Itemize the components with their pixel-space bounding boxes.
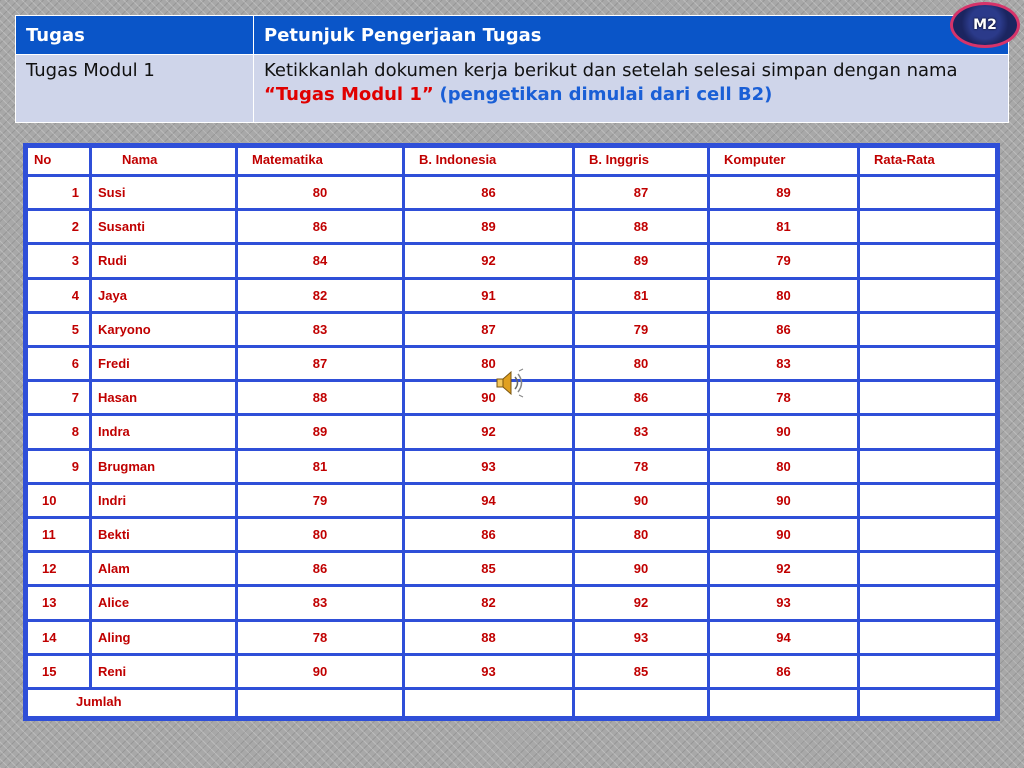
spreadsheet-grid — [23, 143, 1000, 721]
instruction-note: (pengetikan dimulai dari cell B2) — [439, 84, 773, 105]
cell-b-inggris[interactable]: 88 — [574, 210, 709, 244]
cell-rata-rata[interactable] — [859, 278, 997, 312]
cell-komputer[interactable]: 90 — [709, 517, 859, 551]
total-cell[interactable] — [709, 688, 859, 717]
cell-rata-rata[interactable] — [859, 244, 997, 278]
cell-nama[interactable]: Jaya — [91, 278, 237, 312]
cell-no[interactable]: 5 — [27, 312, 91, 346]
cell-b-inggris[interactable]: 86 — [574, 381, 709, 415]
cell-b-indonesia[interactable]: 89 — [404, 210, 574, 244]
task-header-tugas: Tugas — [16, 16, 254, 55]
cell-matematika[interactable]: 90 — [237, 654, 404, 688]
cell-b-indonesia[interactable]: 94 — [404, 483, 574, 517]
cell-rata-rata[interactable] — [859, 552, 997, 586]
table-row — [27, 278, 997, 312]
cell-matematika[interactable]: 80 — [237, 175, 404, 209]
cell-matematika[interactable]: 89 — [237, 415, 404, 449]
cell-b-indonesia[interactable]: 86 — [404, 175, 574, 209]
table-row — [27, 244, 997, 278]
cell-nama[interactable]: Reni — [91, 654, 237, 688]
cell-nama[interactable]: Alam — [91, 552, 237, 586]
cell-b-inggris[interactable]: 89 — [574, 244, 709, 278]
column-header[interactable]: Nama — [91, 147, 237, 176]
cell-matematika[interactable]: 86 — [237, 552, 404, 586]
cell-nama[interactable]: Susanti — [91, 210, 237, 244]
cell-rata-rata[interactable] — [859, 312, 997, 346]
cell-no[interactable]: 13 — [27, 586, 91, 620]
cell-nama[interactable]: Aling — [91, 620, 237, 654]
cell-rata-rata[interactable] — [859, 415, 997, 449]
cell-b-indonesia[interactable]: 92 — [404, 415, 574, 449]
cell-komputer[interactable]: 81 — [709, 210, 859, 244]
cell-rata-rata[interactable] — [859, 586, 997, 620]
cell-komputer[interactable]: 90 — [709, 415, 859, 449]
cell-komputer[interactable]: 90 — [709, 483, 859, 517]
cell-b-inggris[interactable]: 79 — [574, 312, 709, 346]
cell-rata-rata[interactable] — [859, 620, 997, 654]
cell-no[interactable]: 15 — [27, 654, 91, 688]
cell-no[interactable]: 7 — [27, 381, 91, 415]
table-row — [27, 586, 997, 620]
table-row — [27, 483, 997, 517]
table-row — [27, 175, 997, 209]
total-cell[interactable] — [859, 688, 997, 717]
cell-komputer[interactable]: 92 — [709, 552, 859, 586]
cell-b-indonesia[interactable]: 88 — [404, 620, 574, 654]
cell-no[interactable]: 11 — [27, 517, 91, 551]
table-row — [27, 620, 997, 654]
cell-b-inggris[interactable]: 83 — [574, 415, 709, 449]
cell-b-inggris[interactable]: 90 — [574, 552, 709, 586]
cell-no[interactable]: 8 — [27, 415, 91, 449]
cell-b-indonesia[interactable]: 85 — [404, 552, 574, 586]
cell-komputer[interactable]: 83 — [709, 346, 859, 380]
cell-no[interactable]: 4 — [27, 278, 91, 312]
speaker-icon[interactable] — [494, 368, 528, 398]
column-header[interactable]: No — [27, 147, 91, 176]
cell-nama[interactable]: Brugman — [91, 449, 237, 483]
task-instruction-table — [15, 15, 1009, 123]
cell-b-indonesia[interactable]: 93 — [404, 654, 574, 688]
cell-b-indonesia[interactable]: 87 — [404, 312, 574, 346]
cell-b-inggris[interactable]: 80 — [574, 346, 709, 380]
total-cell[interactable] — [237, 688, 404, 717]
cell-nama[interactable]: Indri — [91, 483, 237, 517]
table-row — [27, 449, 997, 483]
task-instruction-cell — [254, 55, 1009, 123]
cell-no[interactable]: 10 — [27, 483, 91, 517]
cell-komputer[interactable]: 89 — [709, 175, 859, 209]
column-header[interactable]: Matematika — [237, 147, 404, 176]
cell-no[interactable]: 2 — [27, 210, 91, 244]
cell-rata-rata[interactable] — [859, 517, 997, 551]
column-header[interactable]: Rata-Rata — [859, 147, 997, 176]
cell-nama[interactable]: Alice — [91, 586, 237, 620]
cell-komputer[interactable]: 80 — [709, 449, 859, 483]
cell-rata-rata[interactable] — [859, 346, 997, 380]
cell-b-inggris[interactable]: 81 — [574, 278, 709, 312]
cell-matematika[interactable]: 78 — [237, 620, 404, 654]
cell-b-indonesia[interactable]: 93 — [404, 449, 574, 483]
cell-b-indonesia[interactable]: 86 — [404, 517, 574, 551]
cell-b-inggris[interactable]: 80 — [574, 517, 709, 551]
cell-nama[interactable]: Fredi — [91, 346, 237, 380]
cell-komputer[interactable]: 79 — [709, 244, 859, 278]
table-row — [27, 517, 997, 551]
cell-komputer[interactable]: 93 — [709, 586, 859, 620]
cell-nama[interactable]: Indra — [91, 415, 237, 449]
table-row — [27, 654, 997, 688]
cell-matematika[interactable]: 80 — [237, 517, 404, 551]
table-row — [27, 312, 997, 346]
cell-b-inggris[interactable]: 85 — [574, 654, 709, 688]
cell-no[interactable]: 9 — [27, 449, 91, 483]
cell-b-indonesia[interactable]: 92 — [404, 244, 574, 278]
score-table — [25, 145, 998, 719]
cell-no[interactable]: 6 — [27, 346, 91, 380]
cell-rata-rata[interactable] — [859, 210, 997, 244]
cell-b-indonesia[interactable]: 82 — [404, 586, 574, 620]
cell-nama[interactable]: Karyono — [91, 312, 237, 346]
cell-komputer[interactable]: 78 — [709, 381, 859, 415]
cell-no[interactable]: 3 — [27, 244, 91, 278]
task-name-cell: Tugas Modul 1 — [16, 55, 254, 123]
cell-rata-rata[interactable] — [859, 175, 997, 209]
cell-matematika[interactable]: 83 — [237, 586, 404, 620]
cell-matematika[interactable]: 84 — [237, 244, 404, 278]
task-header-row — [16, 16, 1009, 55]
column-header[interactable]: Komputer — [709, 147, 859, 176]
cell-b-inggris[interactable]: 87 — [574, 175, 709, 209]
module-badge — [950, 2, 1020, 48]
task-header-petunjuk: Petunjuk Pengerjaan Tugas — [254, 16, 1009, 55]
cell-b-inggris[interactable]: 78 — [574, 449, 709, 483]
table-row — [27, 210, 997, 244]
cell-nama[interactable]: Hasan — [91, 381, 237, 415]
cell-b-indonesia[interactable]: 80 — [404, 346, 574, 380]
cell-b-inggris[interactable]: 90 — [574, 483, 709, 517]
table-row — [27, 415, 997, 449]
module-badge-label: M2 — [973, 17, 997, 33]
cell-matematika[interactable]: 82 — [237, 278, 404, 312]
cell-komputer[interactable]: 86 — [709, 654, 859, 688]
cell-b-indonesia[interactable]: 90 — [404, 381, 574, 415]
total-label[interactable]: Jumlah — [27, 688, 237, 717]
cell-no[interactable]: 1 — [27, 175, 91, 209]
cell-no[interactable]: 12 — [27, 552, 91, 586]
cell-komputer[interactable]: 94 — [709, 620, 859, 654]
cell-rata-rata[interactable] — [859, 381, 997, 415]
cell-nama[interactable]: Rudi — [91, 244, 237, 278]
cell-no[interactable]: 14 — [27, 620, 91, 654]
total-row — [27, 688, 997, 717]
cell-nama[interactable]: Bekti — [91, 517, 237, 551]
table-row — [27, 552, 997, 586]
column-header[interactable]: B. Indonesia — [404, 147, 574, 176]
cell-nama[interactable]: Susi — [91, 175, 237, 209]
instruction-text: Ketikkanlah dokumen kerja berikut dan setelah selesai simpan dengan nama — [264, 60, 958, 81]
cell-b-indonesia[interactable]: 91 — [404, 278, 574, 312]
cell-komputer[interactable]: 80 — [709, 278, 859, 312]
cell-matematika[interactable]: 88 — [237, 381, 404, 415]
total-cell[interactable] — [574, 688, 709, 717]
task-body-row — [16, 55, 1009, 123]
cell-matematika[interactable]: 81 — [237, 449, 404, 483]
grid-header-row — [27, 147, 997, 176]
column-header[interactable]: B. Inggris — [574, 147, 709, 176]
cell-rata-rata[interactable] — [859, 654, 997, 688]
cell-matematika[interactable]: 87 — [237, 346, 404, 380]
cell-b-inggris[interactable]: 93 — [574, 620, 709, 654]
cell-matematika[interactable]: 83 — [237, 312, 404, 346]
cell-rata-rata[interactable] — [859, 449, 997, 483]
cell-matematika[interactable]: 79 — [237, 483, 404, 517]
cell-b-inggris[interactable]: 92 — [574, 586, 709, 620]
instruction-filename: “Tugas Modul 1” — [264, 84, 434, 105]
cell-rata-rata[interactable] — [859, 483, 997, 517]
cell-matematika[interactable]: 86 — [237, 210, 404, 244]
total-cell[interactable] — [404, 688, 574, 717]
cell-komputer[interactable]: 86 — [709, 312, 859, 346]
